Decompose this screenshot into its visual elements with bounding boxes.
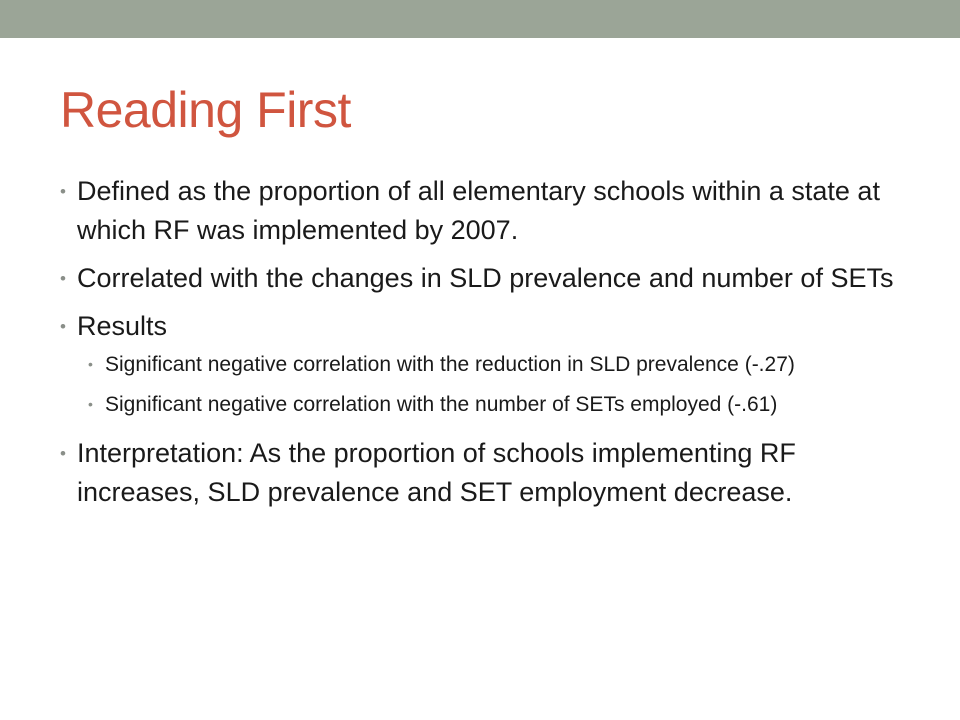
- bullet-list: [60, 172, 900, 521]
- top-accent-bar: [0, 0, 960, 38]
- bullet-text: Defined as the proportion of all elementary schools within a state at which RF was implemented by 2007.: [77, 176, 880, 245]
- bullet-dot-icon: •: [60, 317, 66, 336]
- bullet-item: [60, 259, 900, 298]
- sub-bullet-text: Significant negative correlation with the number of SETs employed (-.61): [105, 393, 778, 416]
- sub-bullet-text: Significant negative correlation with the reduction in SLD prevalence (-.27): [105, 353, 795, 376]
- bullet-dot-icon: •: [60, 182, 66, 201]
- bullet-item: [60, 172, 900, 250]
- bullet-dot-icon: •: [60, 444, 66, 463]
- sub-bullet-item: [88, 389, 900, 420]
- bullet-text: Correlated with the changes in SLD prevalence and number of SETs: [77, 263, 894, 293]
- bullet-text: Results: [77, 311, 168, 341]
- bullet-item-results: [60, 307, 900, 346]
- bullet-text: Interpretation: As the proportion of schools implementing RF increases, SLD prevalence and SET employment decrease.: [77, 438, 796, 507]
- sub-list-container: [60, 349, 900, 420]
- sub-bullet-list: [60, 349, 900, 420]
- bullet-item-interpretation: [60, 434, 900, 512]
- sub-bullet-item: [88, 349, 900, 380]
- sub-bullet-dot-icon: •: [88, 396, 93, 412]
- sub-bullet-dot-icon: •: [88, 356, 93, 372]
- bullet-dot-icon: •: [60, 269, 66, 288]
- slide-title: Reading First: [60, 82, 351, 138]
